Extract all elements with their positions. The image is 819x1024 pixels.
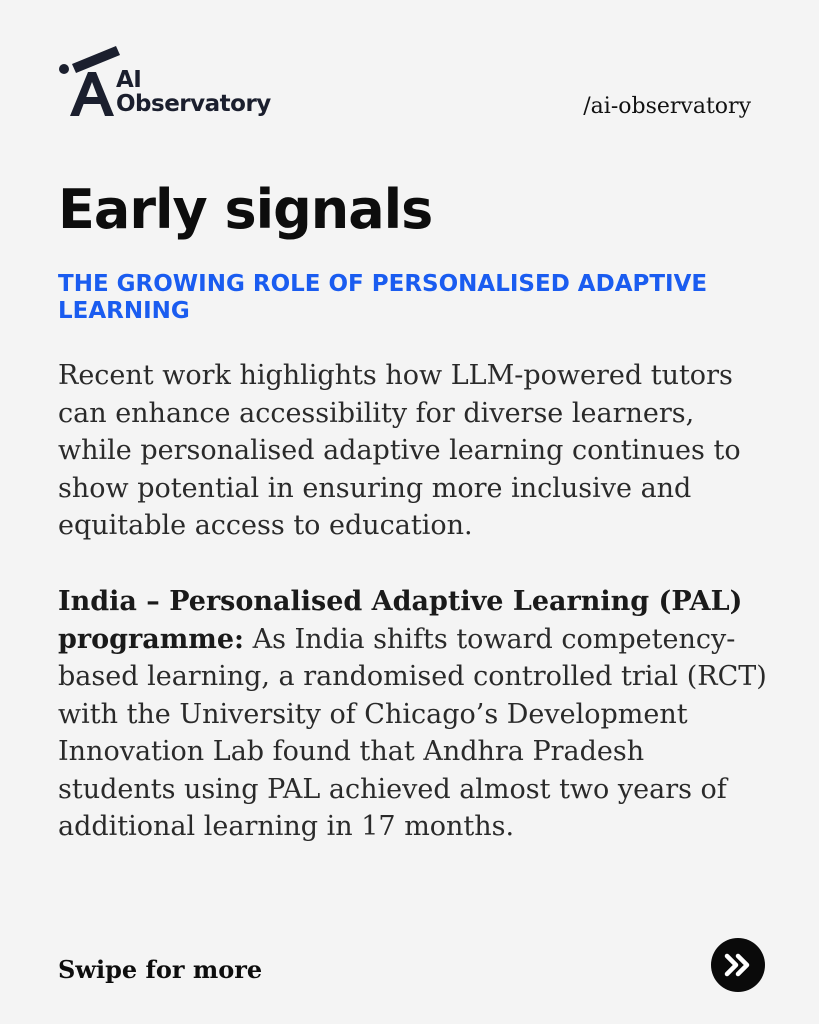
section-subtitle: THE GROWING ROLE OF PERSONALISED ADAPTIVE LEARNING — [58, 271, 708, 324]
social-handle: /ai-observatory — [583, 94, 751, 119]
logo-line-2: Observatory — [116, 91, 271, 117]
intro-paragraph: Recent work highlights how LLM-powered tutors can enhance accessibility for diverse learners, while personalised adaptive learning continues to show potential in ensuring more inclusive and equitable access to education. — [58, 360, 741, 541]
telescope-icon — [58, 42, 120, 118]
page-title: Early signals — [58, 178, 433, 241]
case-study-heading: India – Personalised Adaptive Learning (PAL) programme: — [58, 586, 743, 655]
logo-line-1: AI — [116, 67, 142, 93]
logo-wordmark — [116, 68, 271, 116]
swipe-hint: Swipe for more — [58, 955, 263, 984]
next-slide-button[interactable] — [711, 938, 765, 992]
double-chevron-right-icon — [723, 952, 753, 978]
brand-logo — [58, 42, 298, 122]
case-study-paragraph — [58, 583, 770, 846]
case-study-text: As India shifts toward competency-based learning, a randomised controlled trial (RCT) with the University of Chicago’s Development Innovation Lab found that Andhra Pradesh students using PAL achieved almost two years of additional learning in 17 months. — [58, 623, 767, 842]
